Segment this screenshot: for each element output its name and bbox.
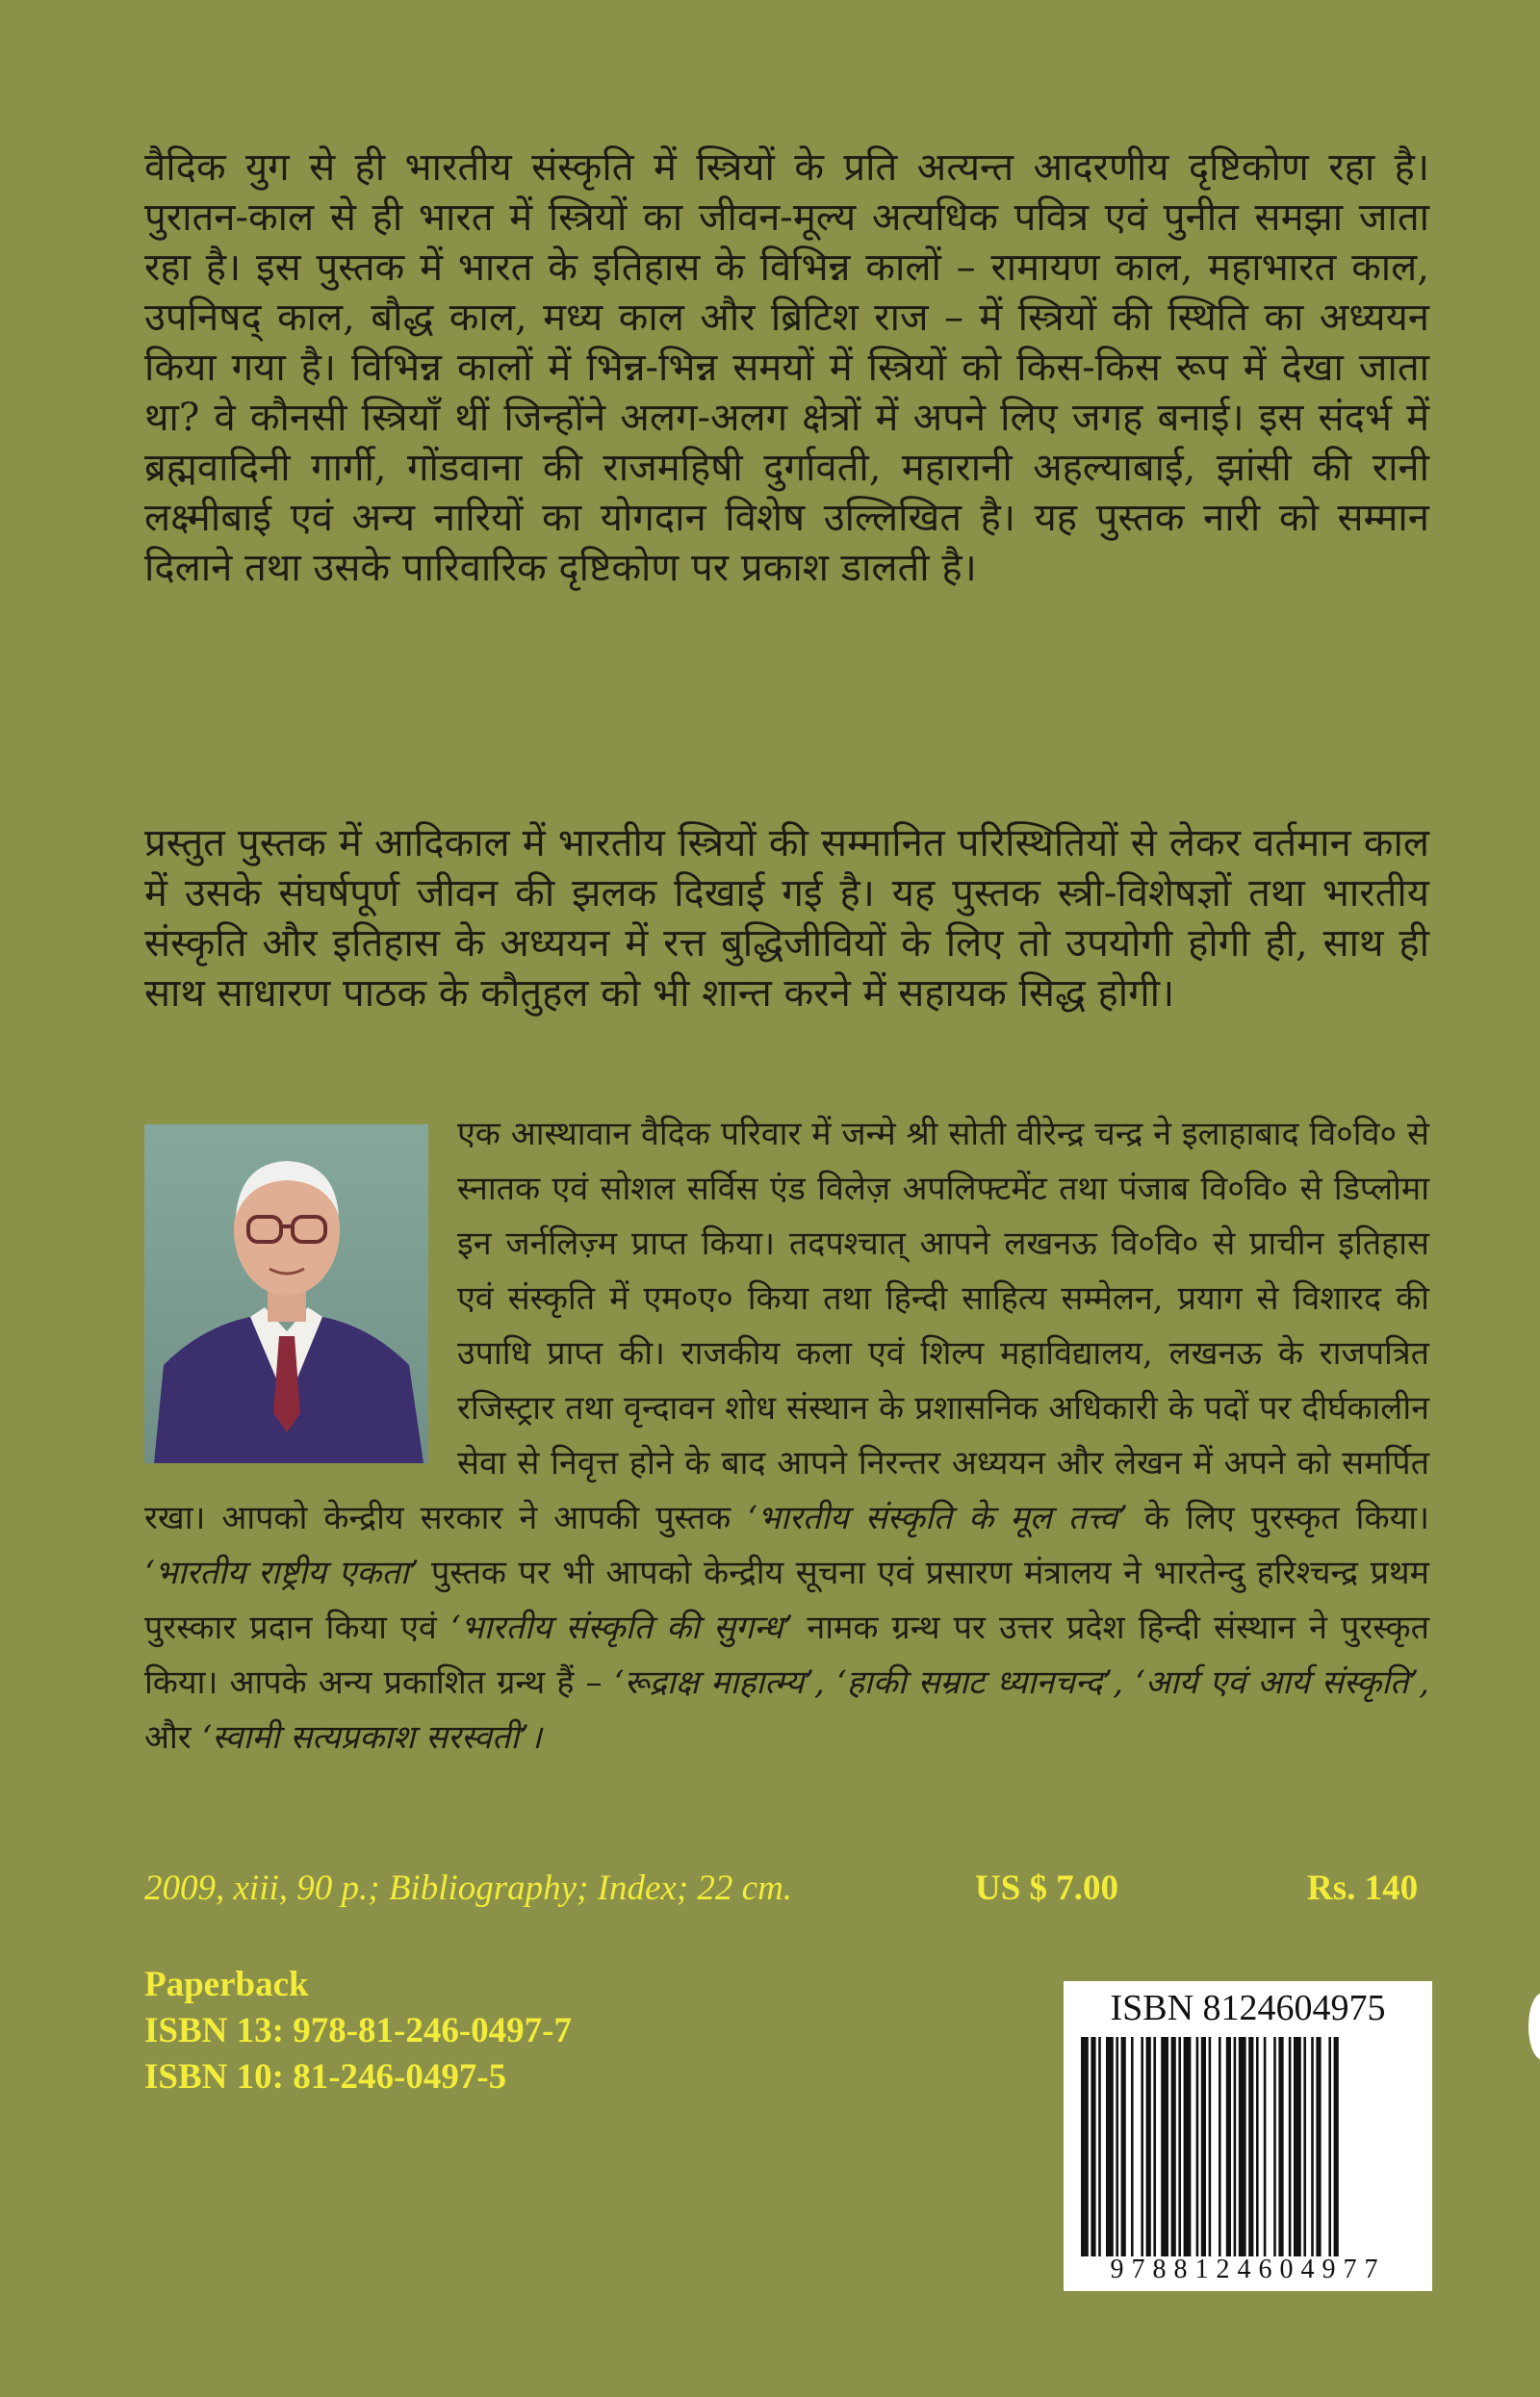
author-bio-text: और (144, 1718, 202, 1757)
author-bio (144, 1107, 1429, 1766)
binding-type: Paperback (144, 1965, 309, 2004)
barcode-bar (1311, 2037, 1314, 2256)
author-bio-text: के लिए पुरस्कृत किया। (1127, 1499, 1429, 1537)
barcode-bar (1146, 2037, 1151, 2256)
barcode-bar (1234, 2037, 1237, 2256)
barcode-bar (1131, 2037, 1134, 2256)
barcode-bar (1328, 2037, 1331, 2256)
barcode-bar (1239, 2037, 1246, 2256)
barcode-bar (1184, 2037, 1192, 2256)
price-inr: Rs. 140 (1307, 1869, 1419, 1908)
book-title: ‘भारतीय संस्कृति की सुगन्ध’ (449, 1609, 794, 1647)
barcode-bar (1196, 2037, 1199, 2256)
book-title: ‘भारतीय राष्ट्रीय एकता’ (144, 1554, 420, 1592)
barcode-bar (1178, 2037, 1181, 2256)
barcode-bar (1171, 2037, 1176, 2256)
barcode-bar (1219, 2037, 1221, 2256)
barcode-bar (1226, 2037, 1231, 2256)
barcode-bar (1278, 2037, 1283, 2256)
barcode-bar (1121, 2037, 1126, 2256)
author-bio-text: एक आस्थावान वैदिक परिवार में जन्मे श्री सोती वीरेन्द्र चन्द्र ने इलाहाबाद वि०वि० से स्नातक एवं सोशल सर्विस एंड विलेज़ अपलिफ्टमेंट तथा पंजाब वि०वि० से डिप्लोमा इन जर्नलिज़्म प्राप्त किया। तदपश्चात् आपने लखनऊ वि०वि० से प्राचीन इतिहास एवं संस्कृति में एम०ए० किया तथा हिन्दी साहित्य सम्मेलन, प्रयाग से विशारद की उपाधि प्राप्त की। राजकीय कला एवं शिल्प महाविद्यालय, लखनऊ के राजपत्रित रजिस्ट्रार तथा वृन्दावन शोध संस्थान के प्रशासनिक अधिकारी के पदों पर दीर्घकालीन सेवा से निवृत्त होने के बाद आपने निरन्तर अध्ययन और लेखन में अपने को समर्पित रखा। आपको केन्द्रीय सरकार ने आपकी पुस्तक (144, 1115, 1429, 1537)
barcode-bar (1098, 2037, 1101, 2256)
barcode-bar (1153, 2037, 1156, 2256)
barcode-bar (1334, 2037, 1339, 2256)
isbn-barcode (1064, 1981, 1432, 2291)
barcode-bar (1289, 2037, 1292, 2256)
binding-info (144, 1962, 572, 2101)
book-title: ‘रूद्राक्ष माहात्म्य’, ‘हाकी सम्राट ध्यानचन्द’, ‘आर्य एवं आर्य संस्कृति’, (613, 1663, 1429, 1702)
barcode-bar (1264, 2037, 1267, 2256)
barcode-isbn-label: ISBN 8124604975 (1110, 1988, 1386, 2028)
book-title: ‘स्वामी सत्यप्रकाश सरस्वती’। (201, 1718, 542, 1757)
barcode-bar (1209, 2037, 1212, 2256)
barcode-digits: 9788124604977 (1110, 2255, 1386, 2284)
barcode-bar (1256, 2037, 1259, 2256)
barcode-bar (1316, 2037, 1321, 2256)
author-bio-text: पुस्तक पर भी आपको केन्द्रीय सूचना एवं प्रसारण मंत्रालय ने भारतेन्दु हरिश्चन्द्र प्रथम पुरस्कार प्रदान किया एवं (144, 1554, 1429, 1647)
barcode-bar (1141, 2037, 1143, 2256)
barcode-bar (1106, 2037, 1114, 2256)
barcode-bar (1161, 2037, 1168, 2256)
description-paragraph-1: वैदिक युग से ही भारतीय संस्कृति में स्त्रियों के प्रति अत्यन्त आदरणीय दृष्टिकोण रहा है। पुरातन-काल से ही भारत में स्त्रियों का जीवन-मूल्य अत्यधिक पवित्र एवं पुनीत समझा जाता रहा है। इस पुस्तक में भारत के इतिहास के विभिन्न कालों – रामायण काल, महाभारत काल, उपनिषद् काल, बौद्ध काल, मध्य काल और ब्रिटिश राज – में स्त्रियों की स्थिति का अध्ययन किया गया है। विभिन्न कालों में भिन्न-भिन्न समयों में स्त्रियों को किस-किस रूप में देखा जाता था? वे कौनसी स्त्रियाँ थीं जिन्होंने अलग-अलग क्षेत्रों में अपने लिए जगह बनाई। इस संदर्भ में ब्रह्मवादिनी गार्गी, गोंडवाना की राजमहिषी दुर्गावती, महारानी अहल्याबाई, झांसी की रानी लक्ष्मीबाई एवं अन्य नारियों का योगदान विशेष उल्लिखित है। यह पुस्तक नारी को सम्मान दिलाने तथा उसके पारिवारिक दृष्टिकोण पर प्रकाश डालती है। (144, 145, 1429, 590)
barcode-bar (1273, 2037, 1276, 2256)
barcode-bar (1091, 2037, 1095, 2256)
book-title: ‘भारतीय संस्कृति के मूल तत्त्व’ (747, 1499, 1128, 1537)
price-usd: US $ 7.00 (975, 1869, 1119, 1908)
barcode-bar (1201, 2037, 1206, 2256)
isbn-13: ISBN 13: 978-81-246-0497-7 (144, 2011, 572, 2050)
publication-details: 2009, xiii, 90 p.; Bibliography; Index; 22 cm. (144, 1869, 793, 1908)
barcode-bar (1303, 2037, 1306, 2256)
barcode-bars (1081, 2037, 1415, 2256)
isbn-10: ISBN 10: 81-246-0497-5 (144, 2057, 507, 2097)
edge-mark (1528, 1993, 1540, 2060)
barcode-bar (1116, 2037, 1118, 2256)
barcode-bar (1294, 2037, 1301, 2256)
barcode-bar (1081, 2037, 1089, 2256)
description-paragraph-2: प्रस्तुत पुस्तक में आदिकाल में भारतीय स्त्रियों की सम्मानित परिस्थितियों से लेकर वर्तमान काल में उसके संघर्षपूर्ण जीवन की झलक दिखाई गई है। यह पुस्तक स्त्री-विशेषज्ञों तथा भारतीय संस्कृति और इतिहास के अध्ययन में रत्त बुद्धिजीवियों के लिए तो उपयोगी होगी ही, साथ ही साथ साधारण पाठक के कौतुहल को भी शान्त करने में सहायक सिद्ध होगी। (144, 821, 1429, 1016)
barcode-bar (1248, 2037, 1253, 2256)
author-bio-text: नामक ग्रन्थ पर उत्तर प्रदेश हिन्दी संस्थान ने पुरस्कृत किया। आपके अन्य प्रकाशित ग्रन्थ हैं – (144, 1609, 1429, 1702)
